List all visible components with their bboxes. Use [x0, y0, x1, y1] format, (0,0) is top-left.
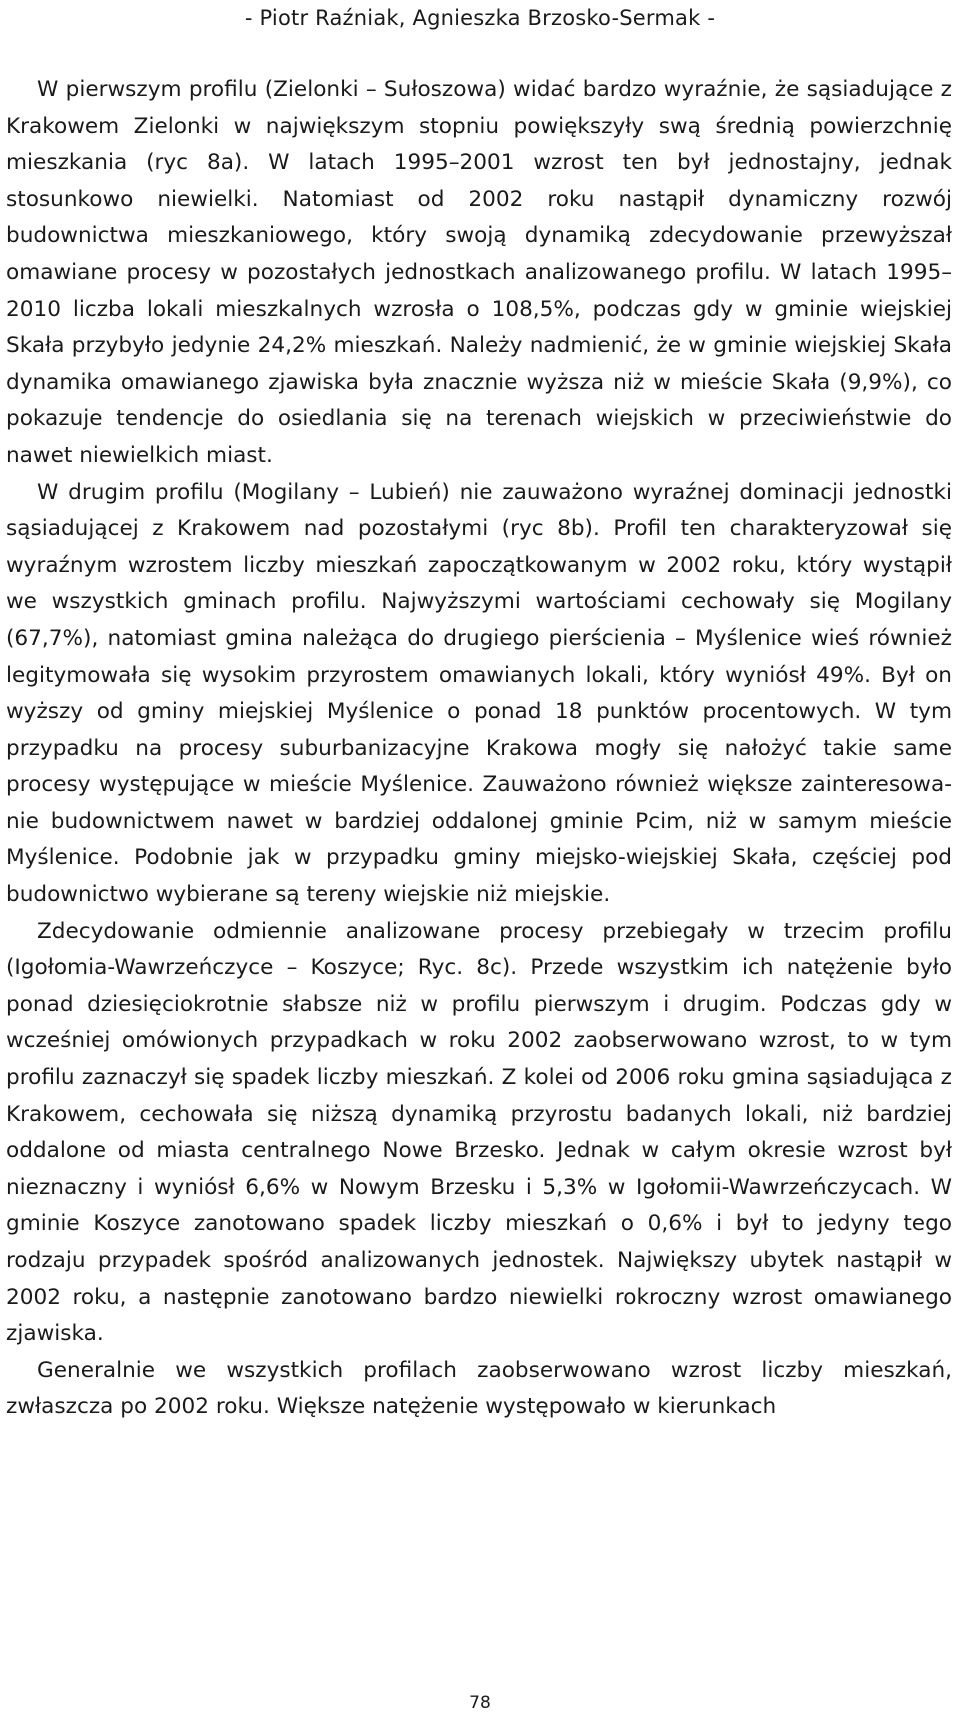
paragraph-profile-3: Zdecydowanie odmiennie analizowane procesy przebiegały w trzecim profilu (Igołomia-Wawrzeńczyce – Koszyce; Ryc. 8c). Przede wszystkim ich natężenie było ponad dziesięciokrotnie słabsze niż w profilu pierwszym i drugim. Podczas gdy w wcześniej omówionych przypadkach w roku 2002 zaobserwowano wzrost, to w tym profilu zaznaczył się spadek liczby mieszkań. Z kolei od 2006 roku gmina sąsiadująca z Krakowem, cechowała się niższą dynamiką przyrostu badanych lokali, niż bardziej oddalone od miasta centralnego Nowe Brzesko. Jednak w całym okresie wzrost był nieznaczny i wyniósł 6,6% w Nowym Brzesku i 5,3% w Igołomii-Wawrzeńczycach. W gminie Koszyce zanotowano spadek liczby mieszkań o 0,6% i był to jedyny tego rodzaju przypadek spośród analizowanych jednostek. Największy ubytek nastąpił w 2002 roku, a następnie zanotowano bardzo niewielki rokroczny wzrost omawianego zjawiska.	[6, 918, 952, 1347]
page-number: 78	[469, 1693, 491, 1713]
paragraph-summary: Generalnie we wszystkich profilach zaobserwowano wzrost liczby mieszkań, zwłaszcza po 2002 roku. Większe natężenie występowało w kierunkach	[6, 1357, 952, 1420]
running-header: - Piotr Raźniak, Agnieszka Brzosko-Sermak -	[244, 6, 716, 30]
paragraph-profile-2: W drugim profilu (Mogilany – Lubień) nie zauważono wyraźnej dominacji jednostki sąsiadującej z Krakowem nad pozostałymi (ryc 8b). Profil ten charakteryzował się wyraźnym wzrostem liczby mieszkań zapoczątkowanym w 2002 roku, który wystąpił we wszystkich gminach profilu. Najwyższymi wartościami cechowały się Mogilany (67,7%), natomiast gmina należąca do drugiego pierścienia – Myślenice wieś również legitymowała się wysokim przyrostem omawianych lokali, który wyniósł 49%. Był on wyższy od gminy miejskiej Myślenice o ponad 18 punktów procentowych. W tym przypadku na procesy suburbanizacyjne Krakowa mogły się nałożyć takie same procesy występujące w mieście Myślenice. Zauważono również większe zainteresowanie budownictwem nawet w bardziej oddalonej gminie Pcim, niż w samym mieście Myślenice. Podobnie jak w przypadku gminy miejsko-wiejskiej Skała, częściej pod budownictwo wybierane są tereny wiejskie niż miejskie.	[6, 479, 952, 908]
paragraph-profile-1: W pierwszym profilu (Zielonki – Sułoszowa) widać bardzo wyraźnie, że sąsiadujące z Krakowem Zielonki w największym stopniu powiększyły swą średnią powierzchnię mieszkania (ryc 8a). W latach 1995–2001 wzrost ten był jednostajny, jednak stosunkowo niewielki. Natomiast od 2002 roku nastąpił dynamiczny rozwój budownictwa mieszkaniowego, który swoją dynamiką zdecydowanie przewyższał omawiane procesy w pozostałych jednostkach analizowanego profilu. W latach 1995–2010 liczba lokali mieszkalnych wzrosła o 108,5%, podczas gdy w gminie wiejskiej Skała przybyło jedynie 24,2% mieszkań. Należy nadmienić, że w gminie wiejskiej Skała dynamika omawianego zjawiska była znacznie wyższa niż w mieście Skała (9,9%), co pokazuje tendencje do osiedlania się na terenach wiejskich w przeciwieństwie do nawet niewielkich miast.	[6, 77, 952, 468]
body-text	[6, 72, 952, 1426]
